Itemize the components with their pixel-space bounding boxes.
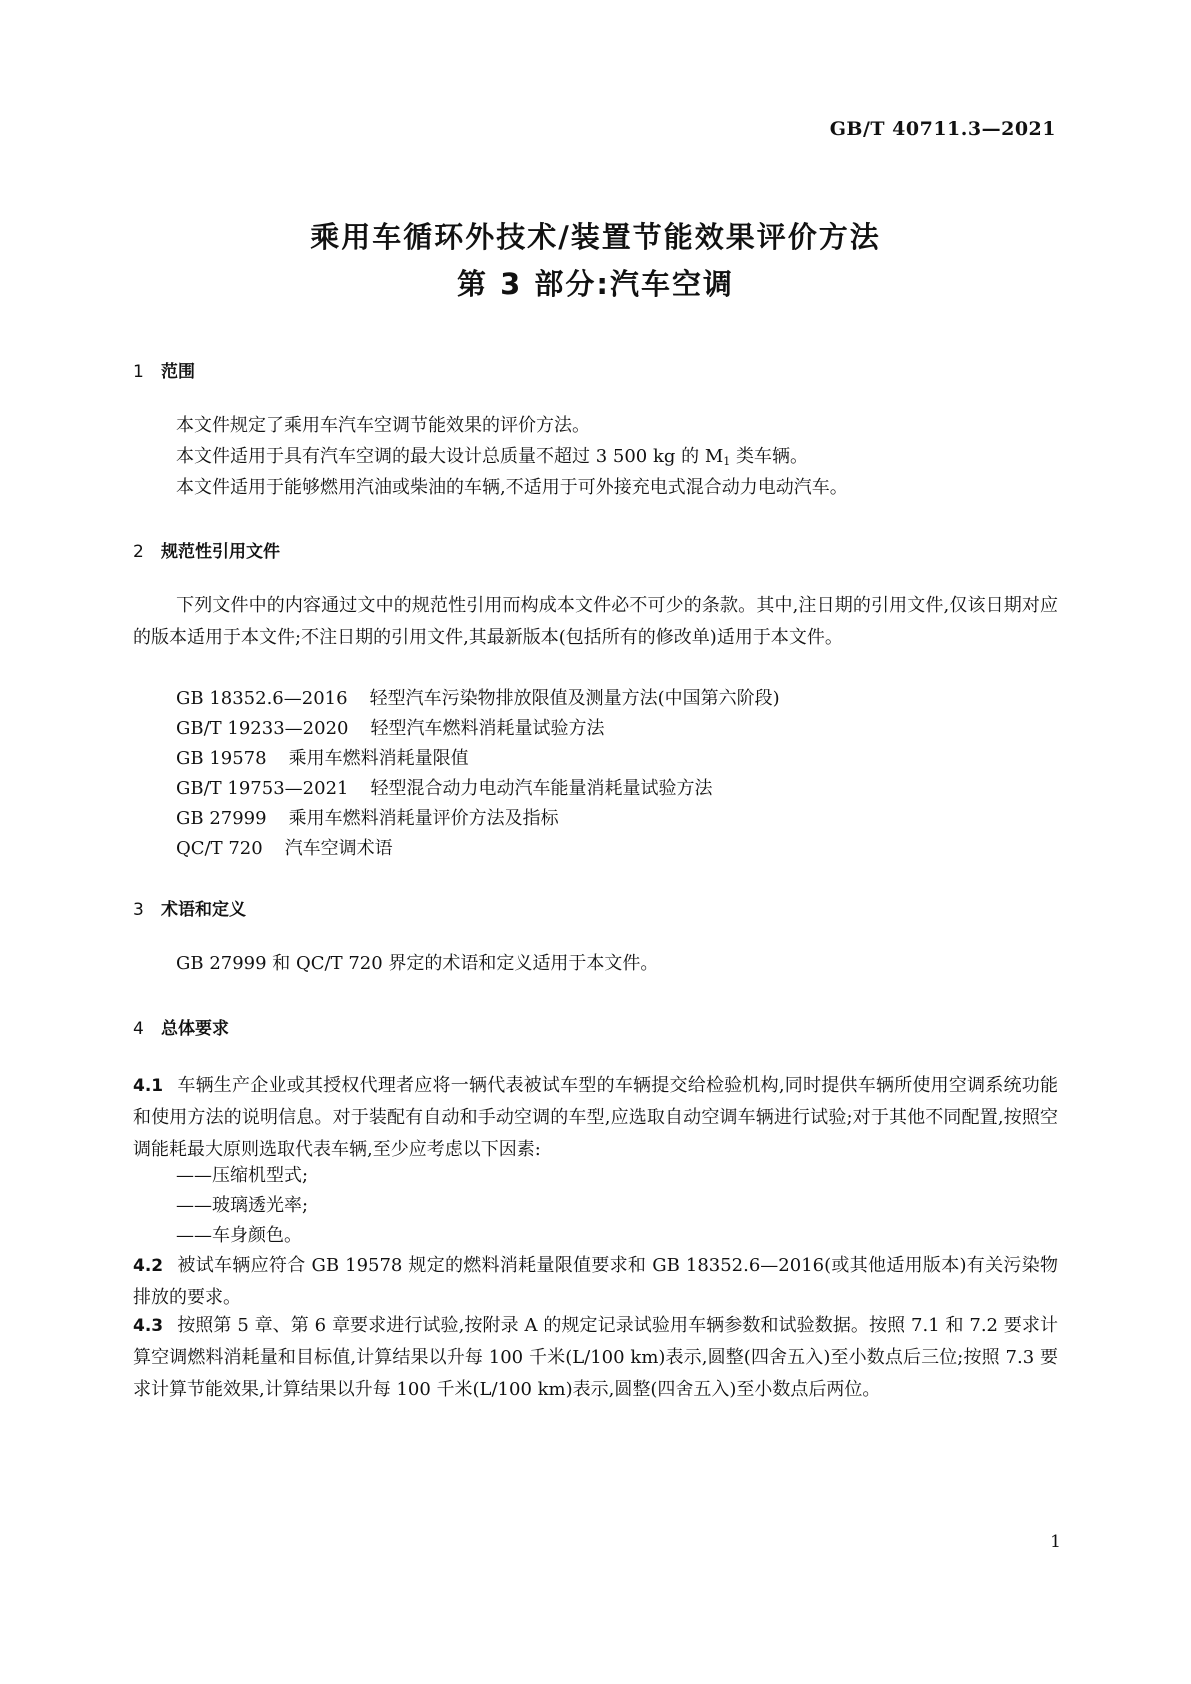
reference-title: 轻型混合动力电动汽车能量消耗量试验方法 bbox=[370, 778, 713, 799]
reference-item bbox=[176, 773, 712, 805]
section-number: 3 bbox=[133, 900, 144, 920]
scope-paragraph-2-text: 本文件适用于具有汽车空调的最大设计总质量不超过 3 500 kg 的 M bbox=[176, 446, 724, 467]
section-heading-scope bbox=[133, 357, 195, 382]
clause-number: 4.3 bbox=[133, 1316, 164, 1336]
references-intro-text: 下列文件中的内容通过文中的规范性引用而构成本文件必不可少的条款。其中,注日期的引用文件,仅该日期对应的版本适用于本文件;不注日期的引用文件,其最新版本(包括所有的修改单)适用于本文件。 bbox=[133, 595, 1058, 648]
section-number: 1 bbox=[133, 362, 144, 382]
clause-number: 4.2 bbox=[133, 1256, 164, 1276]
clause-number: 4.1 bbox=[133, 1076, 164, 1096]
section-number: 4 bbox=[133, 1019, 144, 1039]
reference-item bbox=[176, 803, 559, 835]
document-title-line2: 第 3 部分:汽车空调 bbox=[457, 267, 734, 301]
clause-4-3 bbox=[133, 1310, 1058, 1406]
list-item: ——压缩机型式; bbox=[176, 1165, 309, 1186]
section-title: 术语和定义 bbox=[161, 900, 246, 920]
page-number: 1 bbox=[1050, 1532, 1061, 1552]
clause-4-1 bbox=[133, 1070, 1058, 1166]
section-heading-terms bbox=[133, 895, 246, 920]
reference-code: GB/T 19753—2021 bbox=[176, 778, 349, 799]
reference-code: GB 18352.6—2016 bbox=[176, 688, 348, 709]
document-title-line1: 乘用车循环外技术/装置节能效果评价方法 bbox=[310, 220, 881, 254]
section-heading-general-requirements bbox=[133, 1014, 229, 1039]
scope-paragraph-2-tail: 类车辆。 bbox=[730, 446, 809, 467]
scope-paragraph-1: 本文件规定了乘用车汽车空调节能效果的评价方法。 bbox=[176, 415, 590, 436]
reference-item bbox=[176, 743, 469, 775]
reference-code: GB/T 19233—2020 bbox=[176, 718, 349, 739]
section-number: 2 bbox=[133, 542, 144, 562]
list-item: ——车身颜色。 bbox=[176, 1225, 302, 1246]
reference-title: 乘用车燃料消耗量评价方法及指标 bbox=[288, 808, 559, 829]
section-title: 总体要求 bbox=[161, 1019, 229, 1039]
reference-item bbox=[176, 713, 604, 745]
vehicle-category-subscript: 1 bbox=[723, 455, 731, 468]
clause-text: 车辆生产企业或其授权代理者应将一辆代表被试车型的车辆提交给检验机构,同时提供车辆所使用空调系统功能和使用方法的说明信息。对于装配有自动和手动空调的车型,应选取自动空调车辆进行试验;对于其他不同配置,按照空调能耗最大原则选取代表车辆,至少应考虑以下因素: bbox=[133, 1075, 1058, 1160]
scope-paragraph-3: 本文件适用于能够燃用汽油或柴油的车辆,不适用于可外接充电式混合动力电动汽车。 bbox=[176, 477, 848, 498]
section-title: 范围 bbox=[161, 362, 195, 382]
reference-code: GB 19578 bbox=[176, 748, 267, 769]
reference-item bbox=[176, 683, 780, 715]
section-title: 规范性引用文件 bbox=[161, 542, 280, 562]
reference-item bbox=[176, 833, 393, 865]
reference-title: 轻型汽车燃料消耗量试验方法 bbox=[370, 718, 605, 739]
reference-title: 汽车空调术语 bbox=[284, 838, 393, 859]
standard-number: GB/T 40711.3—2021 bbox=[829, 118, 1056, 140]
section-heading-normative-references bbox=[133, 537, 280, 562]
clause-text: 被试车辆应符合 GB 19578 规定的燃料消耗量限值要求和 GB 18352.6—2016(或其他适用版本)有关污染物排放的要求。 bbox=[133, 1255, 1058, 1308]
reference-title: 乘用车燃料消耗量限值 bbox=[288, 748, 469, 769]
reference-title: 轻型汽车污染物排放限值及测量方法(中国第六阶段) bbox=[369, 688, 780, 709]
clause-text: 按照第 5 章、第 6 章要求进行试验,按附录 A 的规定记录试验用车辆参数和试验数据。按照 7.1 和 7.2 要求计算空调燃料消耗量和目标值,计算结果以升每 100 千米(L/100 km)表示,圆整(四舍五入)至小数点后三位;按照 7.3 要求计算节能效果,计算结果以升每 100 千米(L/100 km)表示,圆整(四舍五入)至小数点后两位。 bbox=[133, 1315, 1058, 1400]
reference-code: QC/T 720 bbox=[176, 838, 263, 859]
list-item: ——玻璃透光率; bbox=[176, 1195, 309, 1216]
references-intro bbox=[133, 590, 1058, 654]
clause-4-2 bbox=[133, 1250, 1058, 1314]
terms-paragraph: GB 27999 和 QC/T 720 界定的术语和定义适用于本文件。 bbox=[176, 953, 659, 974]
reference-code: GB 27999 bbox=[176, 808, 267, 829]
